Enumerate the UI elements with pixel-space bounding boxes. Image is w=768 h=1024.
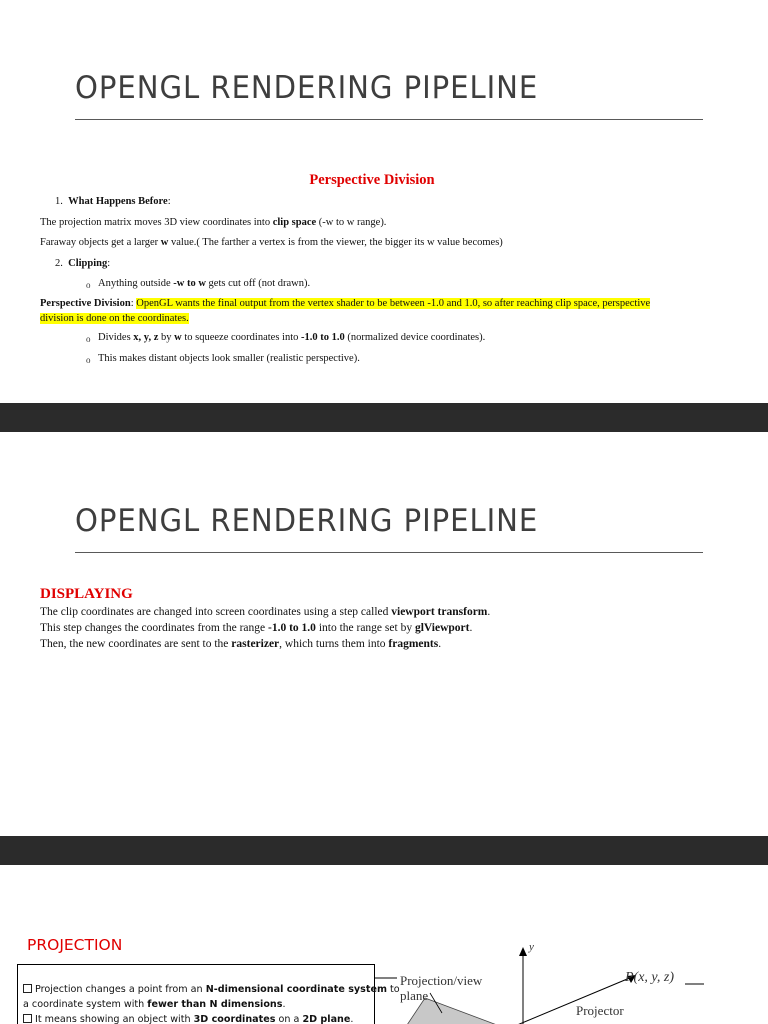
slide-projection <box>0 865 768 1024</box>
text: value.( The farther a vertex is from the viewer, the bigger its w value becomes) <box>168 237 503 248</box>
bold-text: fewer than N dimensions <box>147 999 283 1010</box>
highlighted-text: OpenGL wants the final output from the vertex shader to be between -1.0 and 1.0, so after reaching clip space, perspective <box>136 298 651 309</box>
box-line <box>23 997 286 1012</box>
slide-separator <box>0 403 768 432</box>
bold-text: viewport transform <box>391 606 488 618</box>
list-number: 2. <box>55 258 63 269</box>
text: The clip coordinates are changed into screen coordinates using a step called <box>40 606 392 618</box>
box-line <box>23 982 400 997</box>
sub-bullet-marker: o <box>86 355 91 365</box>
bold-text: -w to w <box>173 278 206 289</box>
text: Then, the new coordinates are sent to the <box>40 638 232 650</box>
point-label: P(x, y, z) <box>625 970 674 985</box>
text: . <box>469 622 473 634</box>
paragraph-w-value <box>40 237 503 248</box>
slide-title: OPENGL RENDERING PIPELINE <box>75 70 539 106</box>
paragraph-glviewport <box>40 622 472 634</box>
text: to <box>386 984 400 995</box>
plane-label: Projection/view <box>400 973 483 988</box>
text: . <box>487 606 491 618</box>
bold-text: 3D coordinates <box>193 1014 276 1024</box>
text: a coordinate system with <box>23 999 148 1010</box>
projector-label: Projector <box>576 1003 624 1018</box>
bold-text: x, y, z <box>133 332 159 343</box>
text: , which turns them into <box>279 638 389 650</box>
colon: : <box>167 196 171 207</box>
section-heading: PROJECTION <box>27 936 123 954</box>
list-item-clipping <box>55 258 110 269</box>
sub-bullet-marker: o <box>86 334 91 344</box>
list-item-what-happens-before <box>55 196 171 207</box>
text: Projection changes a point from an <box>35 984 206 995</box>
colon: : <box>130 298 137 309</box>
bold-text: w <box>160 237 169 248</box>
projection-definition-box <box>17 964 400 1024</box>
text: by <box>158 332 175 343</box>
y-axis-label: y <box>529 941 534 953</box>
bold-text: glViewport <box>414 622 470 634</box>
title-underline <box>75 119 703 120</box>
list-label: Clipping <box>68 258 108 269</box>
paragraph-rasterizer <box>40 638 441 650</box>
bold-text: w <box>174 332 182 343</box>
sub-bullet-clipping <box>98 278 310 289</box>
sub-bullet-marker: o <box>86 280 91 290</box>
text: (normalized device coordinates). <box>344 332 486 343</box>
paragraph-perspective-division-cont <box>40 313 189 324</box>
text: . <box>350 1014 354 1024</box>
colon: : <box>107 258 111 269</box>
paragraph-clip-space <box>40 217 386 228</box>
sub-bullet-distant-objects: This makes distant objects look smaller (realistic perspective). <box>98 353 360 364</box>
text: This step changes the coordinates from the range <box>40 622 269 634</box>
text: to squeeze coordinates into <box>181 332 301 343</box>
text: on a <box>275 1014 303 1024</box>
slide-title: OPENGL RENDERING PIPELINE <box>75 503 539 539</box>
paragraph-perspective-division <box>40 298 650 309</box>
text: (-w to w range). <box>316 217 387 228</box>
slide-separator <box>0 836 768 865</box>
slide-displaying <box>0 432 768 836</box>
text: It means showing an object with <box>35 1014 194 1024</box>
text: Faraway objects get a larger <box>40 237 161 248</box>
bold-text: clip space <box>272 217 317 228</box>
bold-text: rasterizer <box>231 638 280 650</box>
bold-text: 2D plane <box>302 1014 351 1024</box>
text: gets cut off (not drawn). <box>205 278 311 289</box>
text: Divides <box>98 332 134 343</box>
text: . <box>438 638 442 650</box>
section-heading: Perspective Division <box>309 172 435 188</box>
bold-label: Perspective Division <box>40 298 131 309</box>
sub-bullet-divides <box>98 332 485 343</box>
bold-text: -1.0 to 1.0 <box>268 622 316 634</box>
text: . <box>282 999 286 1010</box>
checkbox-bullet-icon <box>23 1014 32 1023</box>
title-underline <box>75 552 703 553</box>
slide-perspective-division <box>0 0 768 403</box>
bold-text: fragments <box>388 638 439 650</box>
projection-diagram <box>370 933 768 1024</box>
box-line <box>23 1012 353 1024</box>
paragraph-viewport-transform <box>40 606 490 618</box>
bold-text: N-dimensional coordinate system <box>205 984 387 995</box>
plane-label: plane <box>400 988 429 1003</box>
list-label: What Happens Before <box>68 196 168 207</box>
text: The projection matrix moves 3D view coordinates into <box>40 217 273 228</box>
section-heading: DISPLAYING <box>40 586 133 602</box>
y-axis-arrow-icon <box>519 947 527 956</box>
text: into the range set by <box>315 622 415 634</box>
highlighted-text: division is done on the coordinates. <box>40 313 189 324</box>
list-number: 1. <box>55 196 63 207</box>
checkbox-bullet-icon <box>23 984 32 993</box>
bold-text: -1.0 to 1.0 <box>301 332 345 343</box>
text: Anything outside <box>98 278 174 289</box>
